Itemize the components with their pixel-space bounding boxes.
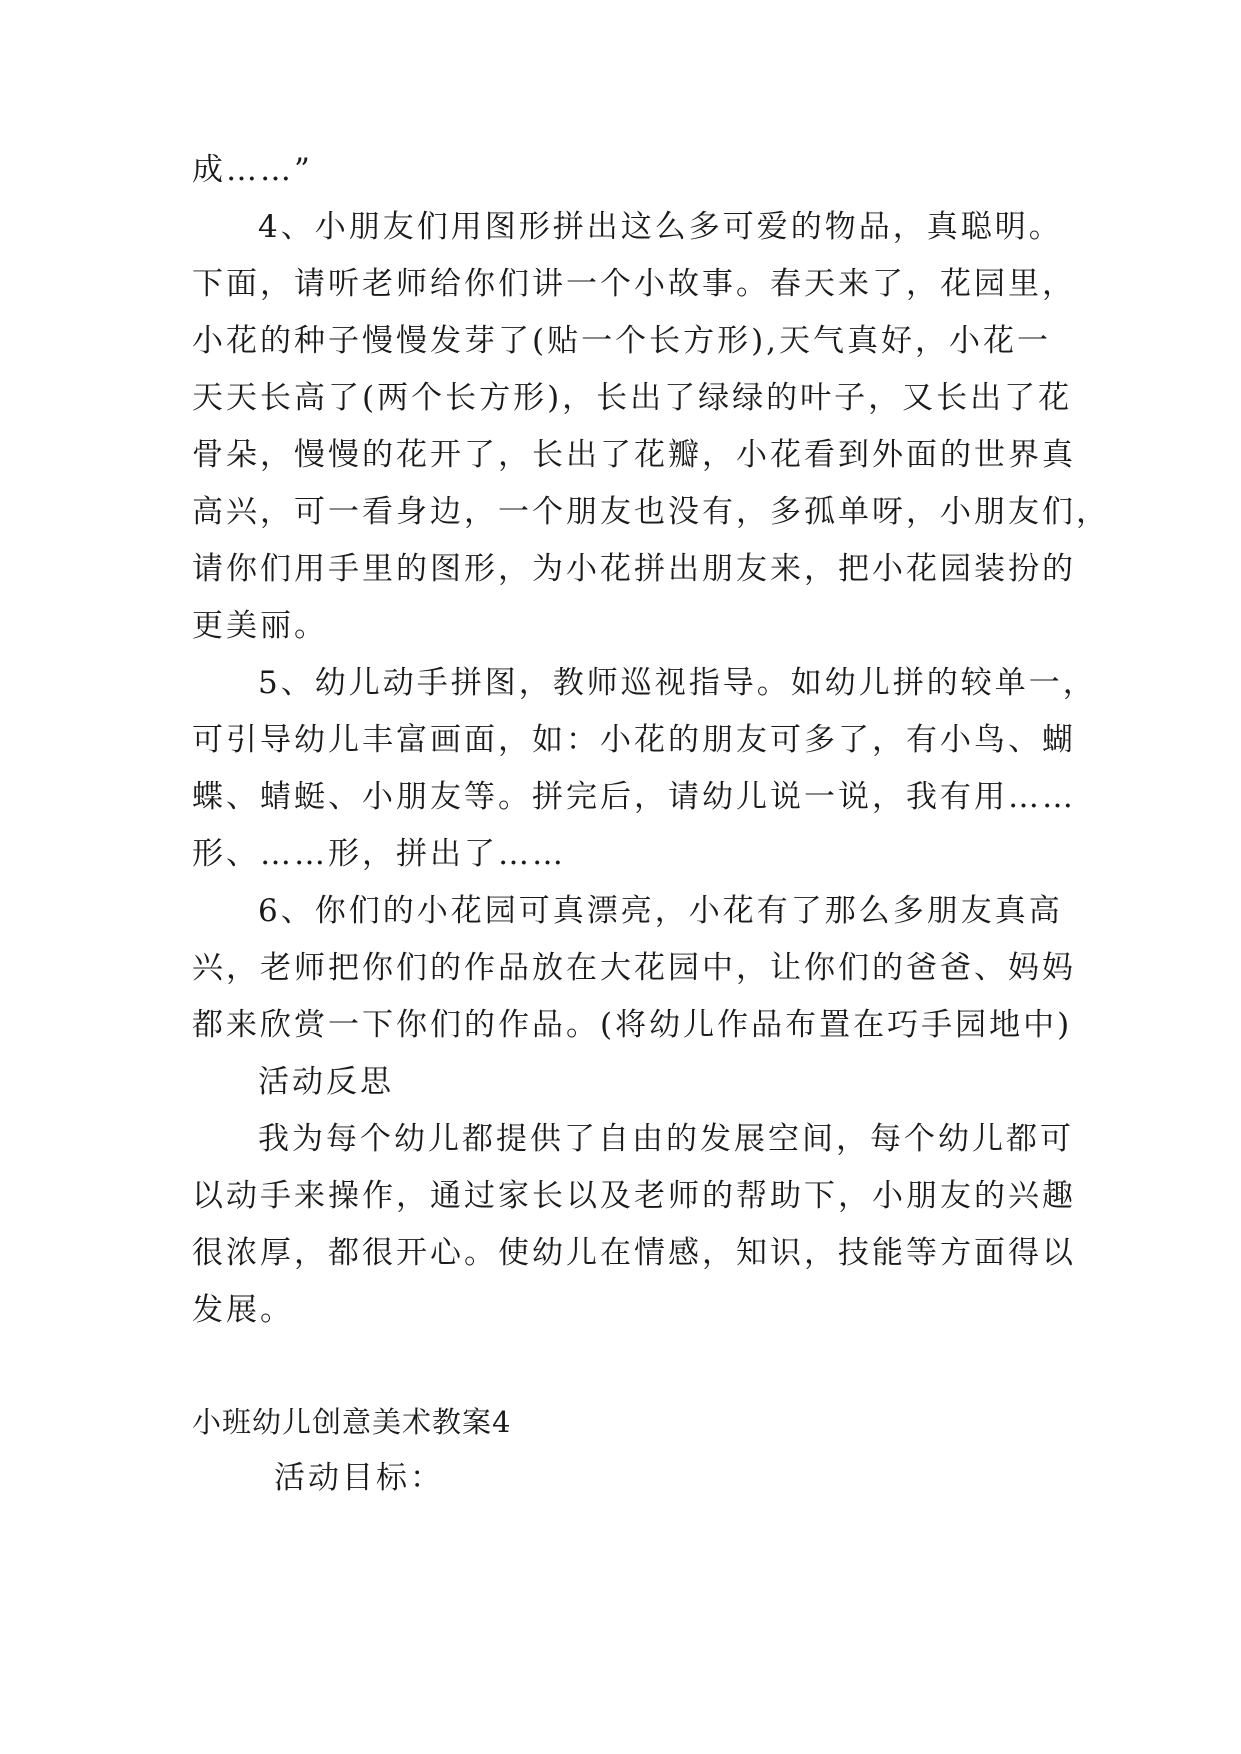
paragraph-line: 骨朵，慢慢的花开了，长出了花瓣，小花看到外面的世界真 [192, 437, 1076, 473]
paragraph-line: 发展。 [192, 1292, 294, 1328]
paragraph-line: 形、……形，拼出了…… [192, 836, 566, 872]
paragraph-line: 6、你们的小花园可真漂亮，小花有了那么多朋友真高 [258, 893, 1063, 929]
paragraph-line: 更美丽。 [192, 608, 328, 644]
paragraph-line: 很浓厚，都很开心。使幼儿在情感，知识，技能等方面得以 [192, 1235, 1076, 1271]
paragraph-line: 蝶、蜻蜓、小朋友等。拼完后，请幼儿说一说，我有用…… [192, 779, 1076, 815]
section-heading-reflection: 活动反思 [258, 1064, 394, 1100]
subsection-title: 活动目标： [274, 1460, 444, 1496]
paragraph-line: 下面，请听老师给你们讲一个小故事。春天来了，花园里， [192, 266, 1076, 302]
paragraph-line: 小花的种子慢慢发芽了(贴一个长方形),天气真好，小花一 [192, 323, 1052, 359]
paragraph-line: 4、小朋友们用图形拼出这么多可爱的物品，真聪明。 [258, 209, 1063, 245]
paragraph-line: 5、幼儿动手拼图，教师巡视指导。如幼儿拼的较单一， [258, 665, 1097, 701]
paragraph-line: 以动手来操作，通过家长以及老师的帮助下，小朋友的兴趣 [192, 1178, 1076, 1214]
section-title: 小班幼儿创意美术教案4 [192, 1405, 512, 1439]
paragraph-line: 我为每个幼儿都提供了自由的发展空间，每个幼儿都可 [258, 1121, 1074, 1157]
paragraph-line: 高兴，可一看身边，一个朋友也没有，多孤单呀，小朋友们， [192, 494, 1110, 530]
paragraph-line: 兴，老师把你们的作品放在大花园中，让你们的爸爸、妈妈 [192, 950, 1076, 986]
paragraph-line: 天天长高了(两个长方形)，长出了绿绿的叶子，又长出了花 [192, 380, 1073, 416]
paragraph-line: 可引导幼儿丰富画面，如：小花的朋友可多了，有小鸟、蝴 [192, 722, 1076, 758]
paragraph-line: 成……” [192, 152, 313, 188]
paragraph-line: 都来欣赏一下你们的作品。(将幼儿作品布置在巧手园地中) [192, 1007, 1073, 1043]
paragraph-line: 请你们用手里的图形，为小花拼出朋友来，把小花园装扮的 [192, 551, 1076, 587]
